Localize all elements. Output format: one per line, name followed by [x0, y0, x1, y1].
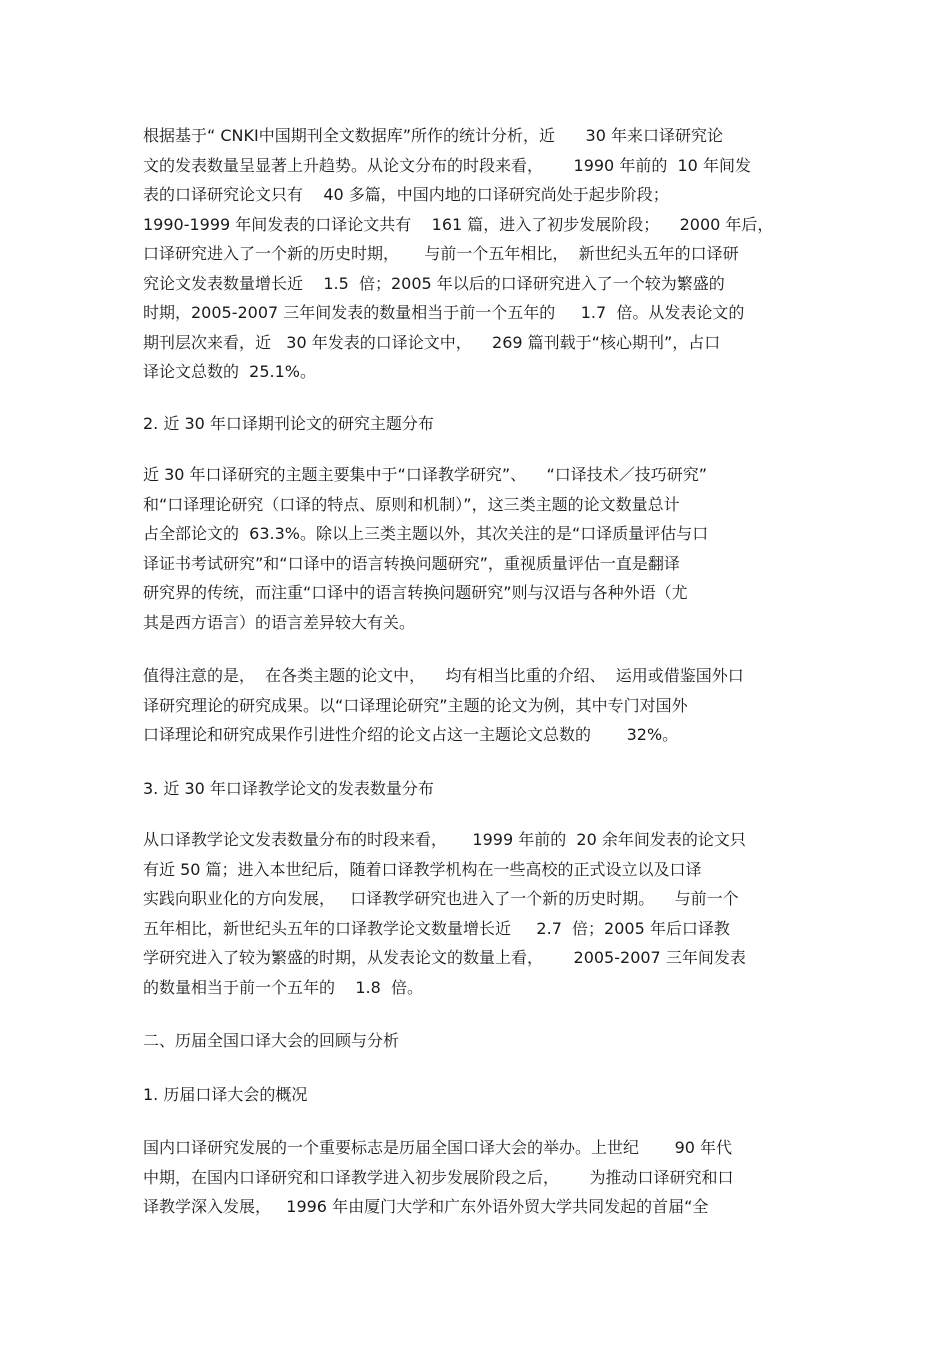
text-line: 实践向职业化的方向发展， 口译教学研究也进入了一个新的历史时期。 与前一个 — [143, 889, 739, 908]
text-line: 有近 50 篇；进入本世纪后，随着口译教学机构在一些高校的正式设立以及口译 — [143, 859, 702, 879]
text-line: 表的口译研究论文只有 40 多篇，中国内地的口译研究尚处于起步阶段； — [143, 185, 669, 204]
text-line: 时期，2005-2007 三年间发表的数量相当于前一个五年的 1.7 倍。从发表论文的 — [143, 303, 745, 322]
paragraph-conference-overview — [143, 1133, 823, 1222]
section-heading-research-topics — [143, 409, 823, 439]
text-line: 1990-1999 年间发表的口译论文共有 161 篇，进入了初步发展阶段； 2000 年后， — [143, 214, 774, 234]
text-line: 近 30 年口译研究的主题主要集中于“口译教学研究”、 “口译技术／技巧研究” — [143, 465, 708, 484]
text-line: 的数量相当于前一个五年的 1.8 倍。 — [143, 977, 423, 997]
text-line: 文的发表数量呈显著上升趋势。从论文分布的时段来看， 1990 年前的 10 年间发 — [143, 155, 751, 175]
text-line: 从口译教学论文发表数量分布的时段来看， 1999 年前的 20 余年间发表的论文只 — [143, 830, 746, 849]
text-line: 口译理论和研究成果作引进性介绍的论文占这一主题论文总数的 32%。 — [143, 725, 679, 744]
paragraph-foreign-theory — [143, 661, 823, 750]
heading-text: 2. 近 30 年口译期刊论文的研究主题分布 — [143, 413, 434, 433]
heading-text: 二、历届全国口译大会的回顾与分析 — [143, 1031, 400, 1050]
text-line: 学研究进入了较为繁盛的时期，从发表论文的数量上看， 2005-2007 三年间发表 — [143, 948, 746, 967]
heading-text: 1. 历届口译大会的概况 — [143, 1084, 308, 1104]
text-line: 占全部论文的 63.3%。除以上三类主题以外，其次关注的是“口译质量评估与口 — [143, 524, 709, 543]
text-line: 五年相比，新世纪头五年的口译教学论文数量增长近 2.7 倍；2005 年后口译教 — [143, 918, 730, 938]
paragraph-teaching-papers — [143, 825, 823, 1002]
text-line: 和“口译理论研究（口译的特点、原则和机制）”，这三类主题的论文数量总计 — [143, 494, 680, 514]
text-line: 译研究理论的研究成果。以“口译理论研究”主题的论文为例，其中专门对国外 — [143, 695, 688, 715]
heading-text: 3. 近 30 年口译教学论文的发表数量分布 — [143, 778, 434, 798]
text-line: 口译研究进入了一个新的历史时期， 与前一个五年相比， 新世纪头五年的口译研 — [143, 244, 739, 263]
section-heading-conference-overview — [143, 1080, 823, 1110]
text-line: 值得注意的是， 在各类主题的论文中， 均有相当比重的介绍、 运用或借鉴国外口 — [143, 666, 744, 685]
text-line: 究论文发表数量增长近 1.5 倍；2005 年以后的口译研究进入了一个较为繁盛的 — [143, 273, 725, 293]
text-line: 中期，在国内口译研究和口译教学进入初步发展阶段之后， 为推动口译研究和口 — [143, 1167, 734, 1187]
text-line: 国内口译研究发展的一个重要标志是历届全国口译大会的举办。上世纪 90 年代 — [143, 1138, 733, 1157]
text-line: 研究界的传统，而注重“口译中的语言转换问题研究”则与汉语与各种外语（尤 — [143, 583, 688, 602]
text-line: 其是西方语言）的语言差异较大有关。 — [143, 612, 416, 632]
text-line: 译教学深入发展， 1996 年由厦门大学和广东外语外贸大学共同发起的首届“全 — [143, 1197, 709, 1216]
text-line: 期刊层次来看，近 30 年发表的口译论文中， 269 篇刊载于“核心期刊”，占口 — [143, 332, 721, 352]
section-heading-teaching-papers — [143, 774, 823, 804]
chapter-heading-conferences — [143, 1026, 823, 1056]
document-body — [143, 121, 823, 1246]
text-line: 译证书考试研究”和“口译中的语言转换问题研究”，重视质量评估一直是翻译 — [143, 553, 680, 573]
paragraph-research-topics — [143, 460, 823, 637]
text-line: 根据基于“ CNKI中国期刊全文数据库”所作的统计分析，近 30 年来口译研究论 — [143, 126, 723, 145]
paragraph-cnki-statistics — [143, 121, 823, 387]
text-line: 译论文总数的 25.1%。 — [143, 362, 317, 381]
